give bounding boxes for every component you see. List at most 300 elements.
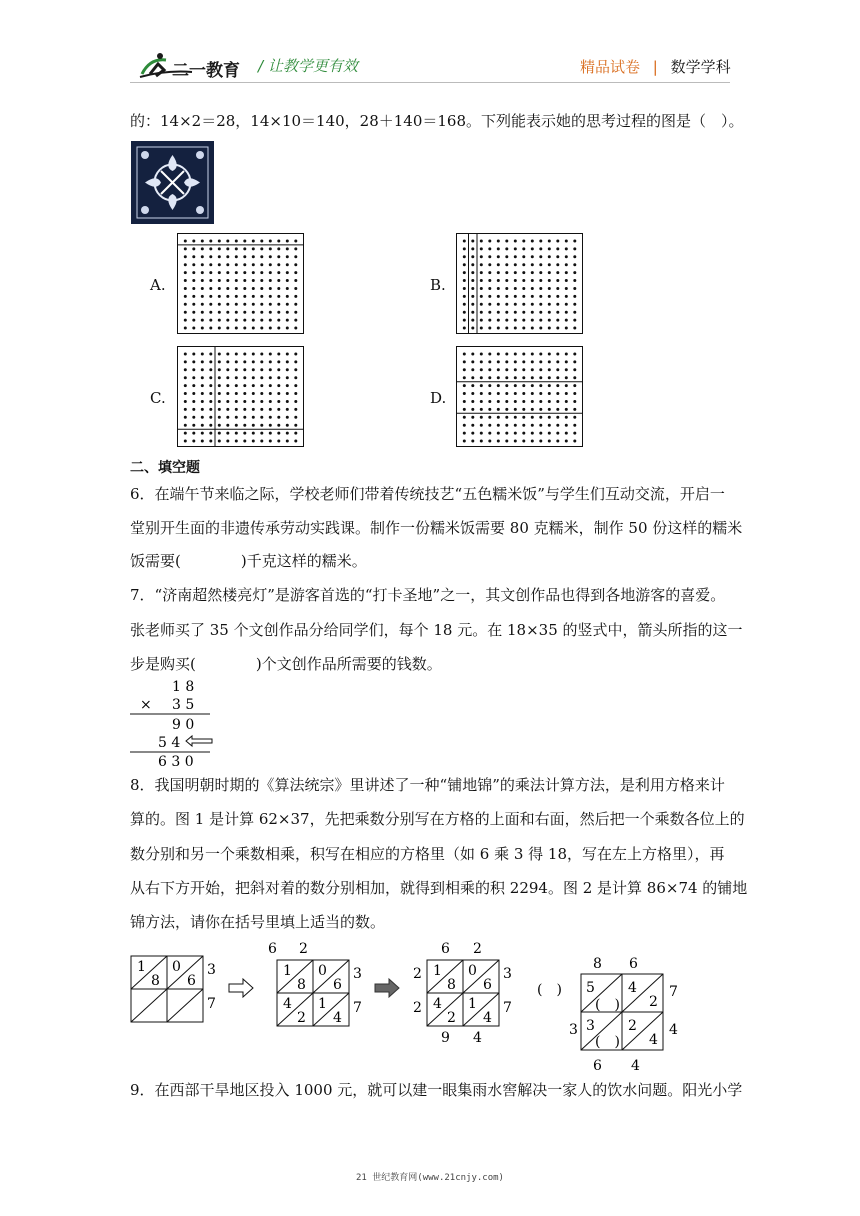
grid-dot <box>556 353 559 356</box>
grid-dot <box>463 416 466 419</box>
grid-dot <box>488 247 491 250</box>
grid-dot <box>463 392 466 395</box>
grid-dot <box>548 311 551 314</box>
svg-text:9: 9 <box>441 1030 450 1046</box>
grid-dot <box>573 400 576 403</box>
option-d-dot-grid[interactable] <box>456 346 583 447</box>
grid-dot <box>488 319 491 322</box>
grid-dot <box>260 408 263 411</box>
grid-dot <box>286 271 289 274</box>
grid-dot <box>209 432 212 435</box>
grid-dot <box>463 263 466 266</box>
grid-dot <box>294 255 297 258</box>
grid-dot <box>565 311 568 314</box>
grid-dot <box>192 424 195 427</box>
grid-dot <box>192 416 195 419</box>
grid-dot <box>277 240 280 243</box>
grid-dot <box>243 255 246 258</box>
grid-dot <box>556 400 559 403</box>
grid-dot <box>565 319 568 322</box>
grid-dot <box>539 279 542 282</box>
grid-dot <box>539 319 542 322</box>
grid-dot <box>522 240 525 243</box>
grid-dot <box>505 408 508 411</box>
grid-dot <box>480 319 483 322</box>
grid-dot <box>277 440 280 443</box>
option-c-dot-grid[interactable] <box>177 346 304 447</box>
grid-dot <box>277 287 280 290</box>
grid-dot <box>286 416 289 419</box>
svg-text:4: 4 <box>483 1010 492 1026</box>
svg-text:6: 6 <box>441 941 450 957</box>
q7-line-2: 张老师买了 35 个文创作品分给同学们，每个 18 元。在 18×35 的竖式中，箭头所指的这一 <box>130 621 743 639</box>
grid-dot <box>488 392 491 395</box>
grid-dot <box>252 416 255 419</box>
grid-dot <box>201 263 204 266</box>
grid-dot <box>514 408 517 411</box>
grid-dot <box>556 247 559 250</box>
grid-dot <box>488 416 491 419</box>
grid-dot <box>488 424 491 427</box>
q8-lattice-figures <box>125 938 705 1073</box>
grid-dot <box>565 416 568 419</box>
svg-text:2: 2 <box>299 941 308 957</box>
option-b-label: B. <box>430 276 446 294</box>
grid-dot <box>539 287 542 290</box>
grid-dot <box>243 271 246 274</box>
grid-dot <box>548 432 551 435</box>
grid-dot <box>548 353 551 356</box>
grid-dot <box>243 240 246 243</box>
grid-dot <box>471 392 474 395</box>
grid-dot <box>548 360 551 363</box>
grid-dot <box>286 311 289 314</box>
grid-dot <box>505 376 508 379</box>
grid-dot <box>531 440 534 443</box>
grid-border <box>178 234 304 334</box>
grid-dot <box>497 287 500 290</box>
grid-dot <box>539 295 542 298</box>
grid-dot <box>201 392 204 395</box>
svg-text:3: 3 <box>586 1018 595 1034</box>
grid-dot <box>260 376 263 379</box>
grid-dot <box>556 360 559 363</box>
grid-dot <box>463 327 466 330</box>
grid-dot <box>480 311 483 314</box>
svg-text:4: 4 <box>333 1010 342 1026</box>
grid-dot <box>286 440 289 443</box>
grid-dot <box>235 353 238 356</box>
grid-dot <box>201 240 204 243</box>
grid-dot <box>294 353 297 356</box>
grid-dot <box>218 255 221 258</box>
grid-dot <box>573 440 576 443</box>
svg-text:4: 4 <box>631 1058 640 1073</box>
grid-dot <box>514 368 517 371</box>
grid-dot <box>218 360 221 363</box>
grid-dot <box>522 360 525 363</box>
grid-dot <box>269 311 272 314</box>
grid-dot <box>252 287 255 290</box>
grid-dot <box>269 247 272 250</box>
grid-dot <box>531 327 534 330</box>
q5-stem: 的：14×2＝28，14×10＝140，28＋140＝168。下列能表示她的思考过程的图是（ ）。 <box>130 112 744 130</box>
grid-dot <box>209 303 212 306</box>
grid-dot <box>286 327 289 330</box>
grid-dot <box>192 287 195 290</box>
grid-dot <box>488 295 491 298</box>
grid-dot <box>573 368 576 371</box>
grid-dot <box>269 327 272 330</box>
grid-dot <box>463 247 466 250</box>
grid-dot <box>480 247 483 250</box>
grid-dot <box>294 271 297 274</box>
grid-dot <box>531 295 534 298</box>
grid-dot <box>488 353 491 356</box>
q6-line-2: 堂别开生面的非遗传承劳动实践课。制作一份糯米饭需要 80 克糯米，制作 50 份这样的糯米 <box>130 519 743 537</box>
grid-dot <box>556 319 559 322</box>
grid-dot <box>218 368 221 371</box>
grid-dot <box>480 271 483 274</box>
grid-dot <box>531 287 534 290</box>
grid-dot <box>209 247 212 250</box>
grid-dot <box>505 416 508 419</box>
svg-text:3: 3 <box>569 1022 578 1038</box>
grid-dot <box>497 368 500 371</box>
grid-dot <box>505 303 508 306</box>
svg-text:4: 4 <box>283 996 292 1012</box>
grid-dot <box>218 295 221 298</box>
grid-dot <box>471 376 474 379</box>
grid-dot <box>209 327 212 330</box>
grid-dot <box>294 279 297 282</box>
grid-dot <box>201 400 204 403</box>
svg-text:0: 0 <box>468 963 477 979</box>
grid-dot <box>471 287 474 290</box>
grid-dot <box>260 263 263 266</box>
grid-dot <box>488 327 491 330</box>
grid-dot <box>201 271 204 274</box>
grid-dot <box>556 384 559 387</box>
grid-dot <box>488 432 491 435</box>
grid-dot <box>531 319 534 322</box>
grid-dot <box>522 384 525 387</box>
grid-dot <box>269 279 272 282</box>
grid-dot <box>252 360 255 363</box>
grid-dot <box>548 440 551 443</box>
grid-dot <box>505 319 508 322</box>
grid-dot <box>531 416 534 419</box>
svg-text:0: 0 <box>318 963 327 979</box>
grid-dot <box>286 353 289 356</box>
grid-dot <box>548 327 551 330</box>
grid-dot <box>192 263 195 266</box>
grid-dot <box>184 255 187 258</box>
grid-dot <box>269 255 272 258</box>
grid-dot <box>201 408 204 411</box>
grid-dot <box>556 376 559 379</box>
grid-dot <box>209 368 212 371</box>
grid-dot <box>565 424 568 427</box>
grid-dot <box>226 353 229 356</box>
grid-dot <box>471 384 474 387</box>
grid-dot <box>505 240 508 243</box>
grid-dot <box>269 376 272 379</box>
grid-dot <box>556 303 559 306</box>
svg-text:1: 1 <box>468 996 477 1012</box>
grid-dot <box>260 327 263 330</box>
svg-text:6: 6 <box>483 977 492 993</box>
grid-dot <box>531 368 534 371</box>
grid-dot <box>471 247 474 250</box>
grid-dot <box>573 384 576 387</box>
grid-dot <box>235 327 238 330</box>
grid-dot <box>480 416 483 419</box>
option-d-label: D. <box>430 389 447 407</box>
calc-times-sign: × <box>140 697 152 713</box>
embroidery-pattern-icon <box>131 141 214 224</box>
grid-dot <box>463 384 466 387</box>
grid-dot <box>514 311 517 314</box>
grid-dot <box>522 271 525 274</box>
grid-dot <box>565 255 568 258</box>
grid-dot <box>294 432 297 435</box>
grid-dot <box>235 384 238 387</box>
grid-dot <box>556 279 559 282</box>
calc-result: 6 3 0 <box>158 754 194 768</box>
grid-dot <box>192 247 195 250</box>
grid-dot <box>522 311 525 314</box>
grid-dot <box>514 440 517 443</box>
grid-dot <box>209 263 212 266</box>
grid-dot <box>286 255 289 258</box>
grid-dot <box>488 303 491 306</box>
grid-dot <box>539 376 542 379</box>
grid-dot <box>269 440 272 443</box>
grid-dot <box>226 247 229 250</box>
grid-dot <box>294 368 297 371</box>
svg-text:2: 2 <box>447 1010 456 1026</box>
grid-dot <box>488 360 491 363</box>
grid-dot <box>505 353 508 356</box>
svg-text:3: 3 <box>353 966 362 982</box>
grid-dot <box>192 295 195 298</box>
grid-dot <box>184 392 187 395</box>
grid-dot <box>505 311 508 314</box>
grid-dot <box>497 440 500 443</box>
grid-dot <box>209 400 212 403</box>
grid-dot <box>218 271 221 274</box>
grid-dot <box>565 384 568 387</box>
grid-dot <box>209 440 212 443</box>
grid-dot <box>184 384 187 387</box>
calc-partial-2: 5 4 <box>158 735 181 751</box>
grid-dot <box>505 295 508 298</box>
grid-dot <box>218 319 221 322</box>
grid-dot <box>209 392 212 395</box>
grid-dot <box>522 319 525 322</box>
grid-dot <box>277 279 280 282</box>
grid-dot <box>480 408 483 411</box>
grid-dot <box>463 432 466 435</box>
q6-line-3: 饭需要( )千克这样的糯米。 <box>130 552 367 570</box>
grid-dot <box>514 424 517 427</box>
grid-dot <box>565 295 568 298</box>
grid-dot <box>252 319 255 322</box>
grid-dot <box>260 432 263 435</box>
q8-line-1: 8．我国明朝时期的《算法统宗》里讲述了一种“铺地锦”的乘法计算方法，是利用方格来计 <box>130 776 725 794</box>
grid-dot <box>480 279 483 282</box>
grid-dot <box>514 432 517 435</box>
grid-dot <box>531 408 534 411</box>
grid-dot <box>565 408 568 411</box>
svg-text:8: 8 <box>593 956 602 972</box>
grid-dot <box>573 295 576 298</box>
svg-text:6: 6 <box>629 956 638 972</box>
grid-dot <box>463 311 466 314</box>
grid-dot <box>556 408 559 411</box>
grid-dot <box>497 392 500 395</box>
grid-dot <box>565 353 568 356</box>
grid-dot <box>556 432 559 435</box>
logo-text: 二一教育 <box>172 61 240 81</box>
grid-dot <box>209 353 212 356</box>
grid-dot <box>573 376 576 379</box>
grid-dot <box>548 408 551 411</box>
grid-dot <box>497 384 500 387</box>
grid-dot <box>243 432 246 435</box>
option-c-label: C. <box>150 389 166 407</box>
grid-dot <box>235 240 238 243</box>
grid-dot <box>556 287 559 290</box>
grid-dot <box>286 408 289 411</box>
grid-dot <box>505 432 508 435</box>
grid-dot <box>480 255 483 258</box>
grid-dot <box>514 392 517 395</box>
grid-dot <box>539 400 542 403</box>
grid-dot <box>505 384 508 387</box>
grid-dot <box>192 319 195 322</box>
grid-border <box>457 347 583 447</box>
calc-multiplicand: 1 8 <box>172 679 195 695</box>
lattice-step-1 <box>131 941 308 1022</box>
grid-dot <box>522 279 525 282</box>
grid-dot <box>184 368 187 371</box>
grid-dot <box>226 287 229 290</box>
grid-dot <box>497 353 500 356</box>
grid-dot <box>243 400 246 403</box>
option-b-dot-grid[interactable] <box>456 233 583 334</box>
grid-dot <box>209 255 212 258</box>
grid-dot <box>539 432 542 435</box>
grid-dot <box>497 303 500 306</box>
grid-dot <box>471 432 474 435</box>
grid-dot <box>573 432 576 435</box>
grid-dot <box>226 384 229 387</box>
grid-dot <box>471 408 474 411</box>
grid-dot <box>539 360 542 363</box>
grid-dot <box>531 400 534 403</box>
grid-dot <box>522 247 525 250</box>
grid-dot <box>218 408 221 411</box>
grid-dot <box>548 263 551 266</box>
grid-dot <box>235 279 238 282</box>
grid-dot <box>480 424 483 427</box>
grid-dot <box>277 424 280 427</box>
grid-dot <box>514 263 517 266</box>
grid-dot <box>497 400 500 403</box>
q7-line-3: 步是购买( )个文创作品所需要的钱数。 <box>130 655 442 673</box>
grid-dot <box>201 432 204 435</box>
grid-dot <box>565 263 568 266</box>
grid-dot <box>243 353 246 356</box>
grid-dot <box>471 295 474 298</box>
grid-dot <box>539 271 542 274</box>
lattice-step-3 <box>413 941 512 1046</box>
grid-dot <box>548 424 551 427</box>
grid-dot <box>269 360 272 363</box>
grid-dot <box>514 287 517 290</box>
svg-text:4: 4 <box>628 980 637 996</box>
grid-dot <box>294 263 297 266</box>
grid-dot <box>514 255 517 258</box>
grid-dot <box>531 247 534 250</box>
grid-dot <box>471 416 474 419</box>
q9-line-1: 9．在西部干旱地区投入 1000 元，就可以建一眼集雨水窖解决一家人的饮水问题。阳光小学 <box>130 1081 743 1099</box>
grid-dot <box>573 360 576 363</box>
grid-dot <box>218 432 221 435</box>
grid-dot <box>286 424 289 427</box>
grid-dot <box>548 287 551 290</box>
grid-dot <box>243 392 246 395</box>
grid-dot <box>565 303 568 306</box>
grid-dot <box>252 432 255 435</box>
grid-dot <box>277 384 280 387</box>
grid-dot <box>201 295 204 298</box>
grid-dot <box>252 424 255 427</box>
option-a-dot-grid[interactable] <box>177 233 304 334</box>
grid-dot <box>243 327 246 330</box>
grid-dot <box>573 311 576 314</box>
grid-dot <box>522 376 525 379</box>
grid-dot <box>235 400 238 403</box>
grid-dot <box>497 311 500 314</box>
grid-dot <box>252 384 255 387</box>
grid-dot <box>226 279 229 282</box>
grid-dot <box>218 416 221 419</box>
grid-dot <box>463 240 466 243</box>
grid-dot <box>539 311 542 314</box>
grid-dot <box>480 263 483 266</box>
grid-dot <box>294 287 297 290</box>
grid-dot <box>514 327 517 330</box>
grid-dot <box>252 400 255 403</box>
grid-dot <box>286 287 289 290</box>
grid-dot <box>243 303 246 306</box>
grid-dot <box>497 432 500 435</box>
grid-dot <box>252 376 255 379</box>
grid-dot <box>226 360 229 363</box>
grid-dot <box>192 384 195 387</box>
grid-dot <box>548 368 551 371</box>
grid-dot <box>514 384 517 387</box>
svg-text:4: 4 <box>433 996 442 1012</box>
grid-dot <box>471 263 474 266</box>
grid-dot <box>488 384 491 387</box>
grid-dot <box>269 384 272 387</box>
grid-dot <box>471 303 474 306</box>
grid-dot <box>218 392 221 395</box>
